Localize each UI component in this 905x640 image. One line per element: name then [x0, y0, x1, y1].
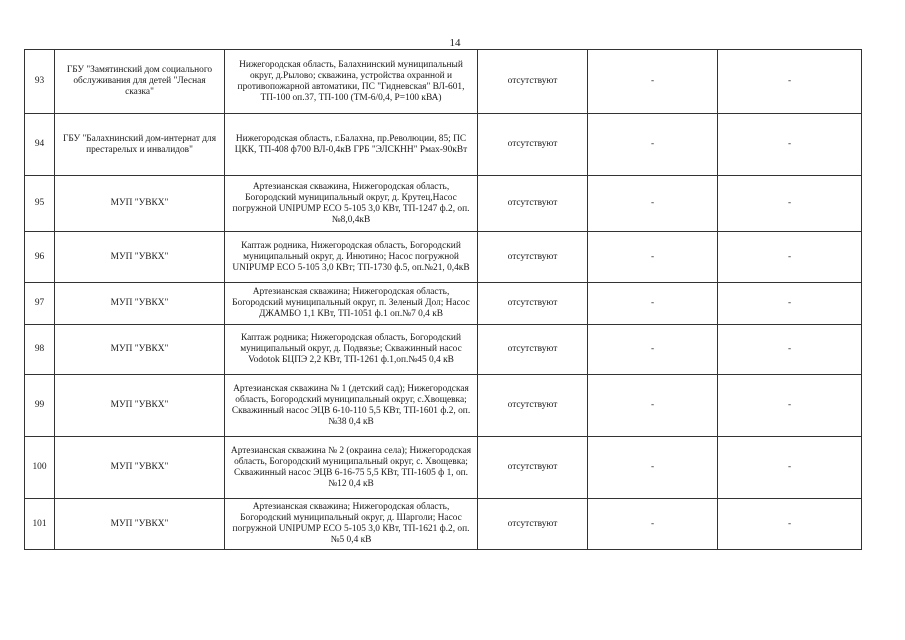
address-cell: Каптаж родника, Нижегородская область, Богородский муниципальный округ, д. Инютино; Насос погружной UNIPUMP ECO 5-105 3,0 КВт; ТП-1730 ф.5, оп.№21, 0,4кВ [225, 232, 478, 283]
address-cell: Артезианская скважина, Нижегородская область, Богородский муниципальный округ, д. Крутец,Насос погружной UNIPUMP ECO 5-105 3,0 КВт, ТП-1247 ф.2, оп.№8,0,4кВ [225, 176, 478, 232]
row-number: 101 [25, 499, 55, 550]
page-number: 14 [449, 37, 461, 49]
organization-cell: МУП "УВКХ" [55, 283, 225, 325]
status-cell: отсутствуют [478, 375, 588, 437]
column-6-cell: - [718, 176, 862, 232]
column-6-cell: - [718, 232, 862, 283]
column-6-cell: - [718, 499, 862, 550]
organization-cell: МУП "УВКХ" [55, 375, 225, 437]
address-cell: Артезианская скважина № 1 (детский сад); Нижегородская область, Богородский муниципальный округ, с.Хвощевка; Скважинный насос ЭЦВ 6-10-110 5,5 КВт, ТП-1601 ф.2, оп. №38 0,4 кВ [225, 375, 478, 437]
column-5-cell: - [588, 232, 718, 283]
address-cell: Артезианская скважина № 2 (окраина села); Нижегородская область, Богородский муниципальный округ, с. Хвощевка; Скважинный насос ЭЦВ 6-16-75 5,5 КВт, ТП-1605 ф 1, оп.№12 0,4 кВ [225, 437, 478, 499]
table-row [25, 325, 862, 375]
status-cell: отсутствуют [478, 283, 588, 325]
column-5-cell: - [588, 50, 718, 114]
column-5-cell: - [588, 499, 718, 550]
column-6-cell: - [718, 437, 862, 499]
table-row [25, 114, 862, 176]
status-cell: отсутствуют [478, 325, 588, 375]
table-row [25, 375, 862, 437]
table-row [25, 176, 862, 232]
status-cell: отсутствуют [478, 114, 588, 176]
address-cell: Артезианская скважина; Нижегородская область, Богородский муниципальный округ, д. Шарголи; Насос погружной UNIPUMP ECO 5-105 3,0 КВт, ТП-1621 ф.2, оп.№5 0,4 кВ [225, 499, 478, 550]
organization-cell: МУП "УВКХ" [55, 232, 225, 283]
table-row [25, 499, 862, 550]
organization-cell: ГБУ "Замятинский дом социального обслуживания для детей "Лесная сказка" [55, 50, 225, 114]
column-5-cell: - [588, 114, 718, 176]
column-6-cell: - [718, 114, 862, 176]
table-row [25, 437, 862, 499]
address-cell: Нижегородская область, Балахнинский муниципальный округ, д.Рылово; скважина, устройства охранной и противопожарной автоматики, ПС "Гидневская" ВЛ-601, ТП-100 оп.37, ТП-100 (ТМ-6/0,4, Р=100 кВА) [225, 50, 478, 114]
facilities-table [24, 49, 862, 550]
address-cell: Каптаж родника; Нижегородская область, Богородский муниципальный округ, д. Подвязье; Скважинный насос Vodotok БЦПЭ 2,2 КВт, ТП-1261 ф.1,оп.№45 0,4 кВ [225, 325, 478, 375]
column-5-cell: - [588, 283, 718, 325]
column-6-cell: - [718, 50, 862, 114]
column-6-cell: - [718, 283, 862, 325]
column-5-cell: - [588, 176, 718, 232]
status-cell: отсутствуют [478, 232, 588, 283]
table-row [25, 50, 862, 114]
row-number: 96 [25, 232, 55, 283]
organization-cell: МУП "УВКХ" [55, 176, 225, 232]
organization-cell: ГБУ "Балахнинский дом-интернат для престарелых и инвалидов" [55, 114, 225, 176]
organization-cell: МУП "УВКХ" [55, 325, 225, 375]
status-cell: отсутствуют [478, 437, 588, 499]
status-cell: отсутствуют [478, 50, 588, 114]
address-cell: Артезианская скважина; Нижегородская область, Богородский муниципальный округ, п. Зеленый Дол; Насос ДЖАМБО 1,1 КВт, ТП-1051 ф.1 оп.№7 0,4 кВ [225, 283, 478, 325]
row-number: 99 [25, 375, 55, 437]
address-cell: Нижегородская область, г.Балахна, пр.Революции, 85; ПС ЦКК, ТП-408 ф700 ВЛ-0,4кВ ГРБ "ЭЛСКНН" Рмах-90кВт [225, 114, 478, 176]
organization-cell: МУП "УВКХ" [55, 499, 225, 550]
column-5-cell: - [588, 437, 718, 499]
column-6-cell: - [718, 325, 862, 375]
row-number: 94 [25, 114, 55, 176]
column-6-cell: - [718, 375, 862, 437]
column-5-cell: - [588, 325, 718, 375]
organization-cell: МУП "УВКХ" [55, 437, 225, 499]
column-5-cell: - [588, 375, 718, 437]
row-number: 93 [25, 50, 55, 114]
table-row [25, 232, 862, 283]
status-cell: отсутствуют [478, 176, 588, 232]
row-number: 95 [25, 176, 55, 232]
row-number: 100 [25, 437, 55, 499]
status-cell: отсутствуют [478, 499, 588, 550]
row-number: 97 [25, 283, 55, 325]
table-row [25, 283, 862, 325]
row-number: 98 [25, 325, 55, 375]
